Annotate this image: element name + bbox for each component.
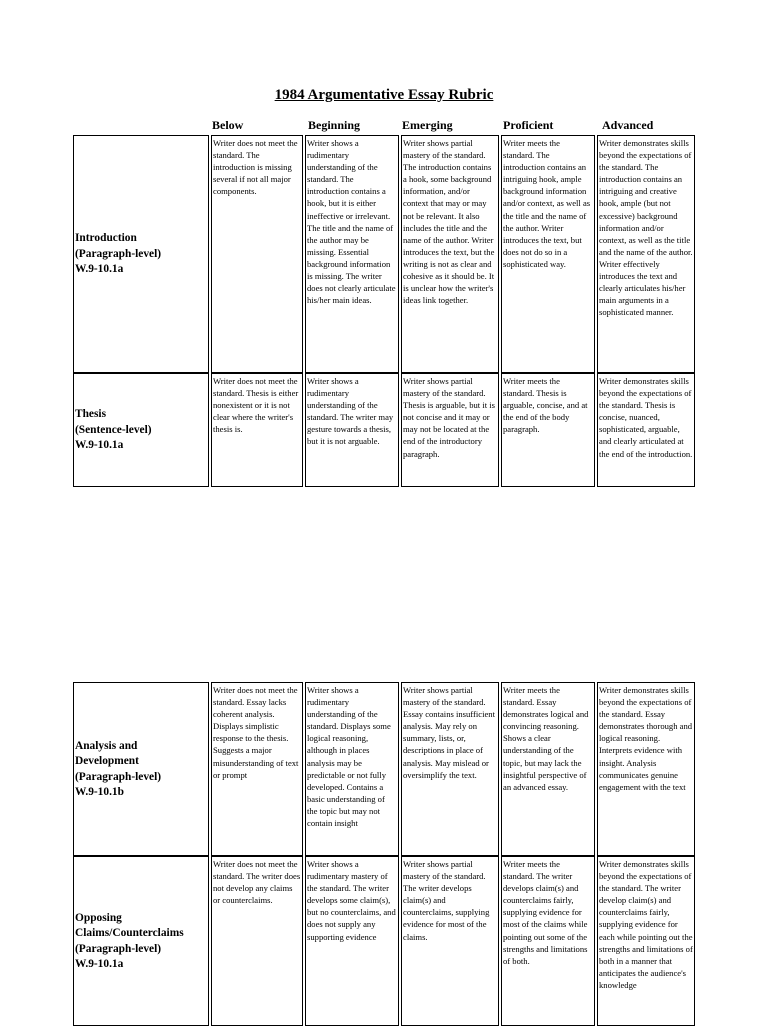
cell-proficient: Writer meets the standard. The writer develops claim(s) and counterclaims fairly, supplying evidence for most of the claims while pointing out some of the strengths and limitations of both. <box>501 856 595 1026</box>
cell-advanced: Writer demonstrates skills beyond the expectations of the standard. Thesis is concise, nuanced, sophisticated, arguable, and clearly articulated at the end of the introduction. <box>597 373 695 487</box>
cell-advanced: Writer demonstrates skills beyond the expectations of the standard. Essay demonstrates thorough and logical reasoning. Interprets evidence with insight. Analysis communicates genuine engagement with the text <box>597 682 695 856</box>
cell-emerging: Writer shows partial mastery of the standard. The introduction contains a hook, some background information, and/or context that may or may not be relevant. It also includes the title and the name of the author. Writer introduces the text, but the writing is not as clear and cohesive as it should be. It is unclear how the writer's ideas link together. <box>401 135 499 373</box>
cell-emerging: Writer shows partial mastery of the standard. The writer develops claim(s) and counterclaims, supplying evidence for most of the claims. <box>401 856 499 1026</box>
cell-proficient: Writer meets the standard. Thesis is arguable, concise, and at the end of the body paragraph. <box>501 373 595 487</box>
criterion-analysis: Analysis and Development (Paragraph-level) W.9-10.1b <box>73 682 209 856</box>
header-below: Below <box>212 118 244 132</box>
cell-advanced: Writer demonstrates skills beyond the expectations of the standard. The writer develop claim(s) and counterclaims fairly, supplying evidence for each while pointing out the strengths and limitations of both in a manner that anticipates the audience's knowledge <box>597 856 695 1026</box>
table-row <box>73 682 695 856</box>
page-title: 1984 Argumentative Essay Rubric <box>274 87 494 103</box>
cell-proficient: Writer meets the standard. The introduction contains an intriguing hook, ample background information and/or context, as well as the title and the name of the author. Writer introduces the text, but does not do so in a sophisticated way. <box>501 135 595 373</box>
cell-below: Writer does not meet the standard. The writer does not develop any claims or counterclaims. <box>211 856 303 1026</box>
cell-beginning: Writer shows a rudimentary mastery of the standard. The writer develops some claim(s), but no counterclaims, and does not supply any supporting evidence <box>305 856 399 1026</box>
cell-emerging: Writer shows partial mastery of the standard. Thesis is arguable, but it is not concise and it may or may not be located at the end of the introductory paragraph. <box>401 373 499 487</box>
header-emerging: Emerging <box>402 118 453 132</box>
cell-emerging: Writer shows partial mastery of the standard. Essay contains insufficient analysis. May rely on summary, lists, or, descriptions in place of analysis. May mislead or oversimplify the text. <box>401 682 499 856</box>
rubric-table-2 <box>71 682 697 1026</box>
header-proficient: Proficient <box>503 118 554 132</box>
table-row <box>73 135 695 373</box>
cell-proficient: Writer meets the standard. Essay demonstrates logical and convincing reasoning. Shows a clear understanding of the topic, but may lack the insightful perspective of an advanced essay. <box>501 682 595 856</box>
header-advanced: Advanced <box>602 118 654 132</box>
cell-below: Writer does not meet the standard. Essay lacks coherent analysis. Displays simplistic response to the thesis. Suggests a major misunderstanding of text or prompt <box>211 682 303 856</box>
cell-beginning: Writer shows a rudimentary understanding of the standard. The writer may gesture towards a thesis, but it is not arguable. <box>305 373 399 487</box>
cell-beginning: Writer shows a rudimentary understanding of the standard. The introduction contains a hook, but it is either ineffective or irrelevant. The title and the name of the author may be missing. Essential background information is missing. The writer does not clearly articulate his/her main ideas. <box>305 135 399 373</box>
cell-below: Writer does not meet the standard. The introduction is missing several if not all major components. <box>211 135 303 373</box>
cell-below: Writer does not meet the standard. Thesis is either nonexistent or it is not clear where the writer's thesis is. <box>211 373 303 487</box>
rubric-table-1 <box>71 135 697 487</box>
criterion-opposing-claims: Opposing Claims/Counterclaims (Paragraph-level) W.9-10.1a <box>73 856 209 1026</box>
criterion-thesis: Thesis (Sentence-level) W.9-10.1a <box>73 373 209 487</box>
cell-advanced: Writer demonstrates skills beyond the expectations of the standard. The introduction contains an intriguing and creative hook, ample (but not excessive) background information and/or context, as well as the title and the name of the author. Writer effectively introduces the text and clearly articulates his/her main arguments in a sophisticated manner. <box>597 135 695 373</box>
header-beginning: Beginning <box>308 118 361 132</box>
cell-beginning: Writer shows a rudimentary understanding of the standard. Displays some logical reasoning, although in places analysis may be predictable or not fully developed. Contains a basic understanding of the topic but may not contain insight <box>305 682 399 856</box>
table-row <box>73 373 695 487</box>
criterion-introduction: Introduction (Paragraph-level) W.9-10.1a <box>73 135 209 373</box>
table-row <box>73 856 695 1026</box>
